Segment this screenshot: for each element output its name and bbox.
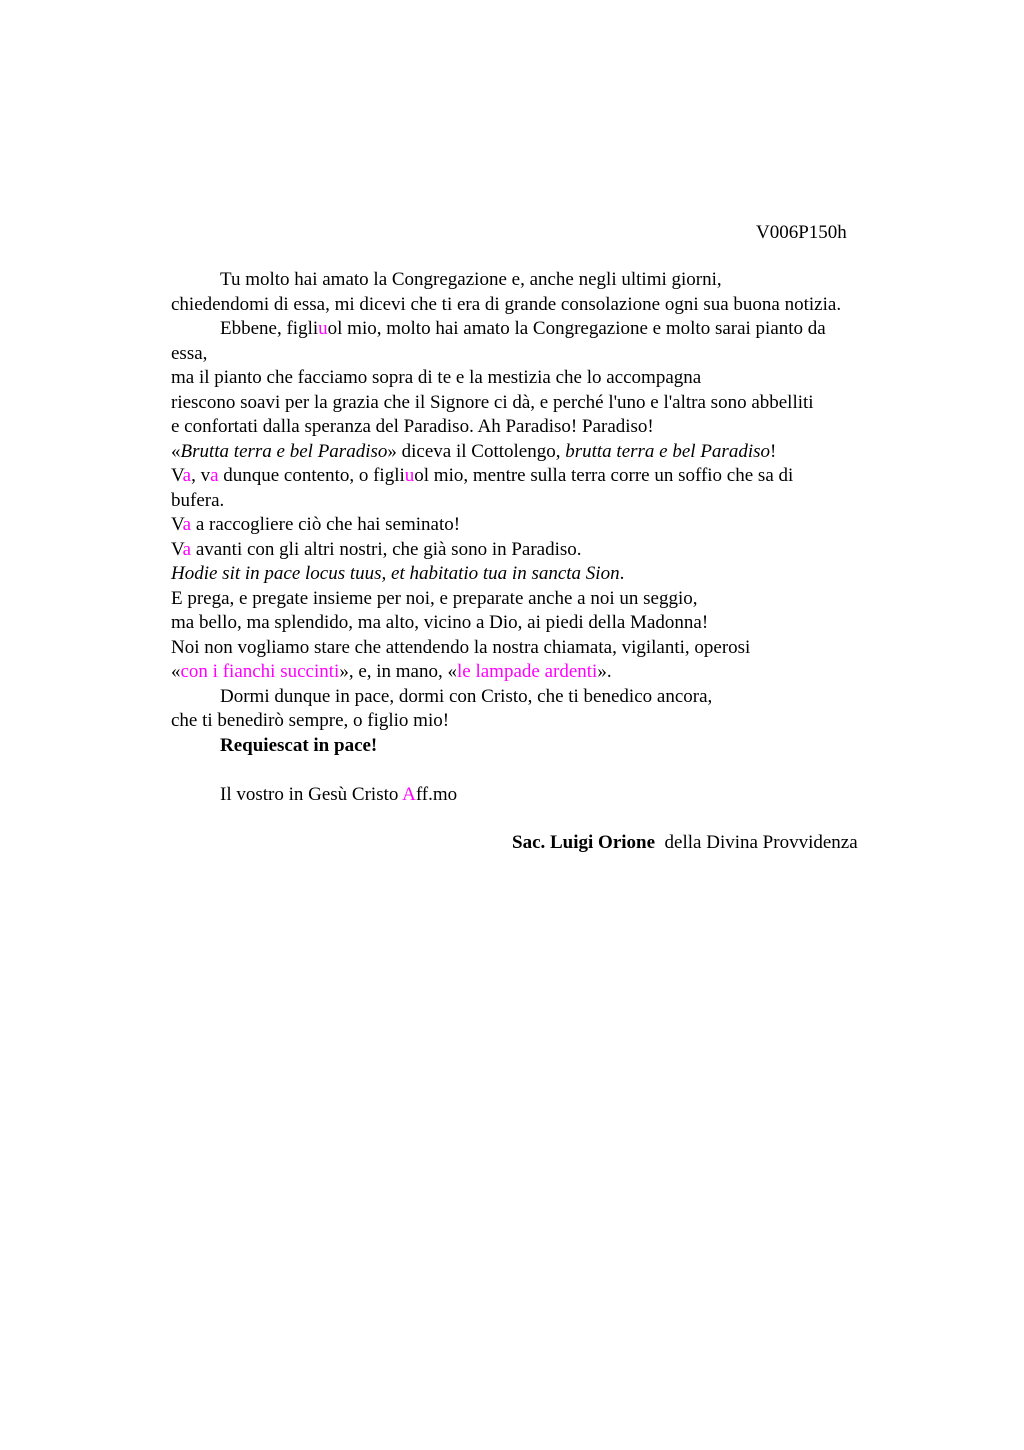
text-span: V: [171, 514, 183, 535]
text-span: », e, in mano, «: [339, 661, 457, 682]
text-line: [171, 611, 906, 636]
text-line: [171, 709, 906, 734]
text-span: V: [171, 538, 183, 560]
highlighted-letter: a: [182, 538, 192, 560]
text-span: ol mio, molto hai amato la Congregazione e molto sarai pianto da: [327, 318, 826, 339]
text-line: [171, 415, 906, 440]
text-span: Ebbene, figli: [220, 318, 319, 339]
text-line: [171, 293, 906, 318]
text-span: .: [619, 563, 625, 584]
highlighted-letter: a: [182, 514, 192, 535]
closing-line: [171, 783, 906, 808]
text-line: [171, 538, 906, 563]
text-span: essa,: [171, 342, 208, 364]
highlighted-letter: a: [182, 465, 192, 486]
text-span: !: [770, 440, 777, 462]
text-span: a raccogliere ciò che hai seminato!: [191, 514, 461, 535]
text-span: e confortati dalla speranza del Paradiso. Ah Paradiso! Paradiso!: [171, 416, 654, 437]
highlighted-phrase: le lampade ardenti: [457, 661, 598, 682]
text-span: E prega, e pregate insieme per noi, e preparate anche a noi un seggio,: [171, 587, 698, 609]
text-line: [171, 440, 906, 465]
signature: [512, 831, 858, 855]
text-line: [171, 317, 906, 342]
text-span: avanti con gli altri nostri, che già sono in Paradiso.: [191, 538, 582, 560]
highlighted-letter: u: [318, 318, 328, 339]
text-span: dunque contento, o figli: [218, 465, 405, 486]
latin-quote: Hodie sit in pace locus tuus, et habitatio tua in sancta Sion: [171, 563, 620, 584]
text-span: riescono soavi per la grazia che il Signore ci dà, e perché l'uno e l'altra sono abbelliti: [171, 391, 814, 413]
text-span: Requiescat in pace!: [220, 734, 378, 756]
text-span: Tu molto hai amato la Congregazione e, anche negli ultimi giorni,: [220, 269, 722, 290]
text-span: Noi non vogliamo stare che attendendo la nostra chiamata, vigilanti, operosi: [171, 636, 751, 658]
highlighted-letter: a: [210, 465, 219, 486]
text-span: ol mio, mentre sulla terra corre un soffio che sa di: [414, 465, 794, 486]
highlighted-phrase: con i fianchi succinti: [180, 661, 340, 682]
text-span: chiedendomi di essa, mi dicevi che ti era di grande consolazione ogni sua buona notizia.: [171, 293, 842, 315]
text-span: , v: [191, 465, 211, 486]
text-line: [171, 391, 906, 416]
highlighted-letter: u: [404, 465, 415, 486]
text-line: [171, 685, 906, 710]
text-span: ff.mo: [415, 783, 458, 805]
signature-title: della Divina Provvidenza: [655, 832, 858, 853]
text-line: [171, 366, 906, 391]
text-line: [171, 587, 906, 612]
text-span: bufera.: [171, 489, 225, 511]
text-span: Dormi dunque in pace, dormi con Cristo, che ti benedico ancora,: [220, 685, 713, 707]
text-line: [171, 489, 906, 514]
text-line: [171, 342, 906, 367]
text-line: [171, 268, 906, 293]
requiescat-line: [171, 734, 906, 759]
text-line: [171, 660, 906, 685]
text-span: «: [171, 440, 181, 462]
letter-body: [171, 268, 906, 807]
italic-quote: Brutta terra e bel Paradiso: [180, 440, 388, 462]
text-span: ma il pianto che facciamo sopra di te e la mestizia che lo accompagna: [171, 367, 702, 388]
italic-quote: brutta terra e bel Paradiso: [565, 440, 770, 462]
text-span: » diceva il Cottolengo,: [387, 440, 566, 462]
text-span: ».: [597, 661, 612, 682]
highlighted-letter: A: [402, 783, 416, 805]
text-line: [171, 636, 906, 661]
text-line: [171, 562, 906, 587]
text-span: Il vostro in Gesù Cristo: [220, 783, 403, 805]
text-span: «: [171, 661, 181, 682]
text-span: ma bello, ma splendido, ma alto, vicino a Dio, ai piedi della Madonna!: [171, 612, 709, 633]
text-line: [171, 513, 906, 538]
page-code: V006P150h: [756, 222, 847, 243]
text-span: V: [171, 465, 183, 486]
text-line: [171, 464, 906, 489]
signature-name: Sac. Luigi Orione: [512, 832, 656, 853]
text-span: che ti benedirò sempre, o figlio mio!: [171, 710, 450, 731]
blank-line: [171, 758, 906, 783]
